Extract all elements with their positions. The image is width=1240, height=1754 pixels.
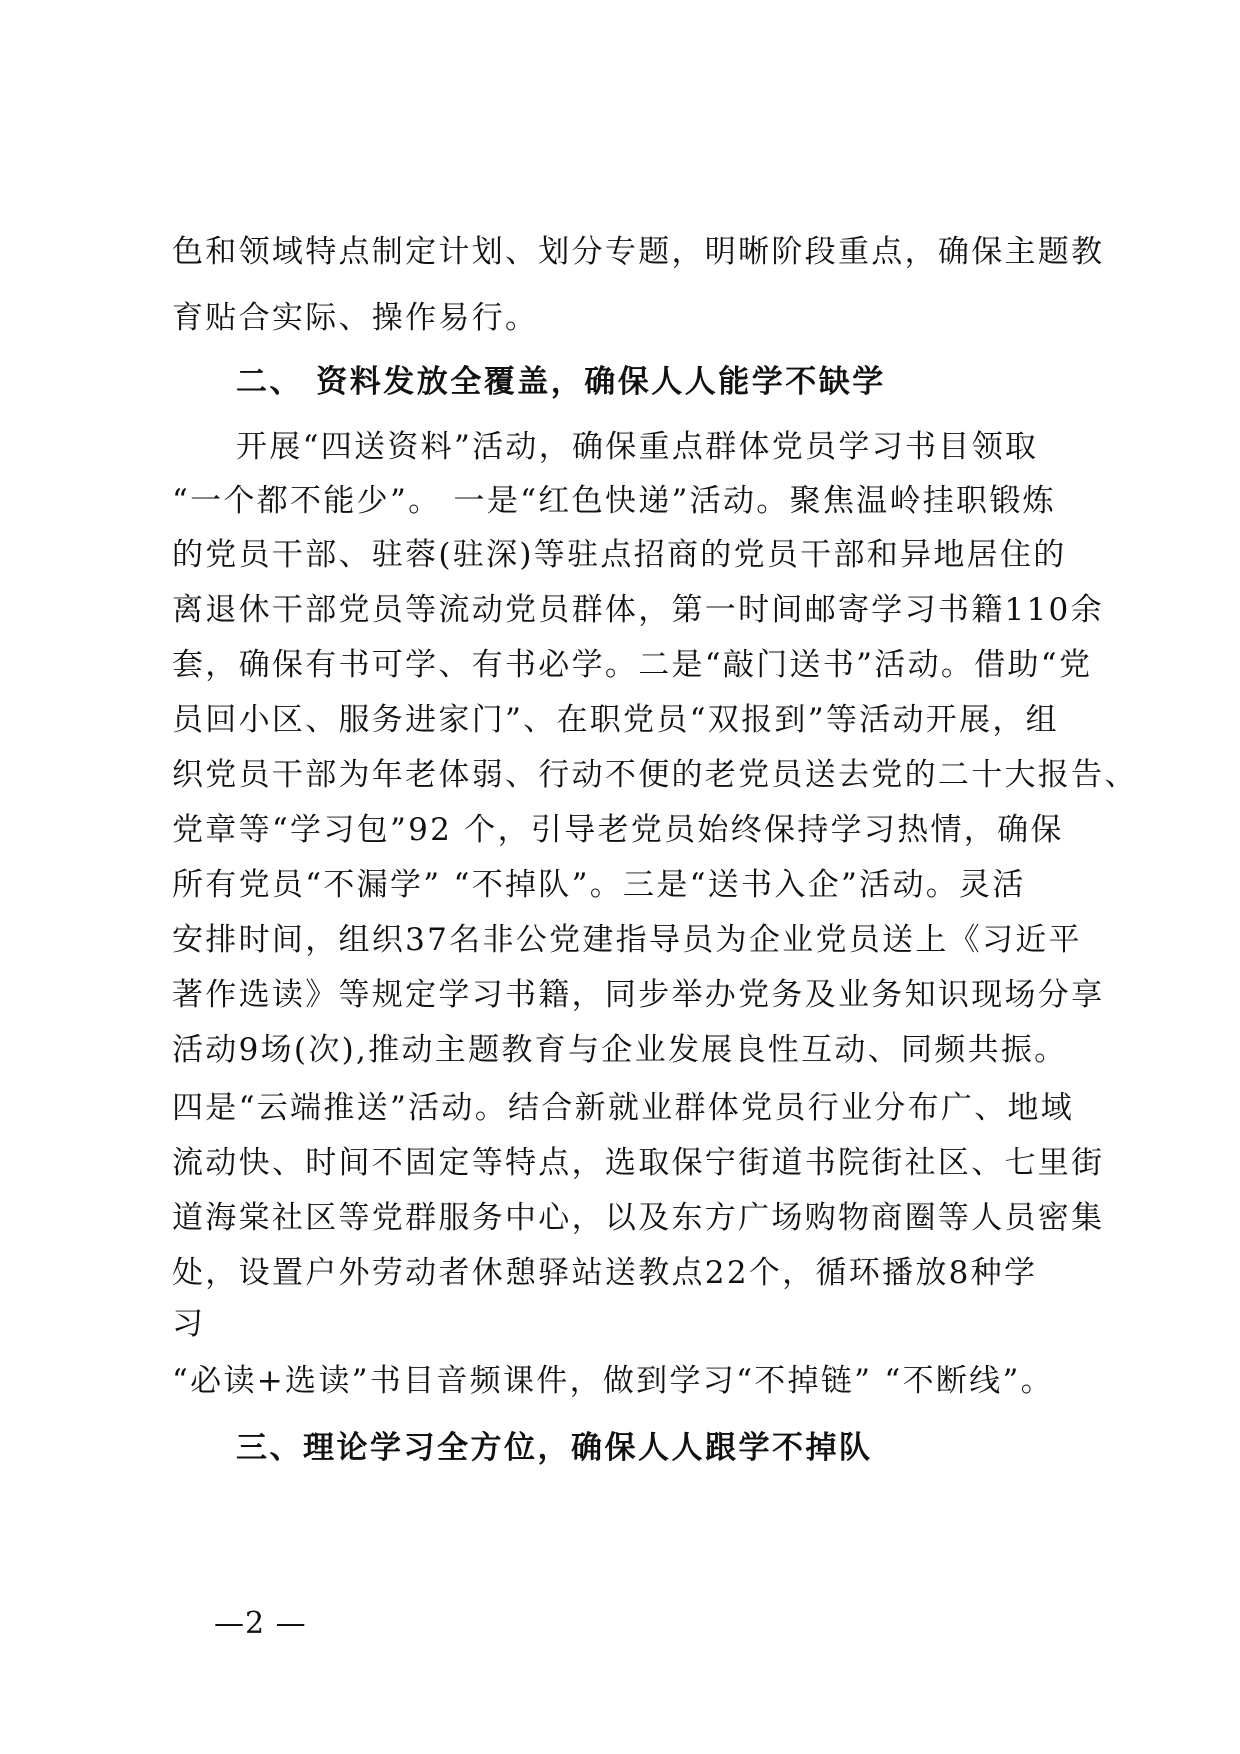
body-text-line: “必读+选读”书目音频课件，做到学习“不掉链” “不断线”。: [172, 1363, 1054, 1399]
body-text-line: “一个都不能少”。 一是“红色快递”活动。聚焦温岭挂职锻炼: [172, 483, 1056, 519]
body-text-line: 织党员干部为年老体弱、行动不便的老党员送去党的二十大报告、: [172, 757, 1138, 793]
body-text-line: 四是“云端推送”活动。结合新就业群体党员行业分布广、地域: [172, 1090, 1075, 1126]
body-text-line: 著作选读》等规定学习书籍，同步举办党务及业务知识现场分享: [172, 977, 1105, 1013]
body-text-line: 活动9场(次),推动主题教育与企业发展良性互动、同频共振。: [172, 1032, 1068, 1068]
page-number: —2 —: [214, 1606, 307, 1641]
body-text-line: 习: [172, 1306, 206, 1342]
body-text-line: 员回小区、服务进家门”、在职党员“双报到”等活动开展，组: [172, 702, 1059, 738]
body-text-line: 党章等“学习包”92 个，引导老党员始终保持学习热情，确保: [172, 812, 1064, 848]
body-text-line: 流动快、时间不固定等特点，选取保宁街道书院街社区、七里街: [172, 1145, 1105, 1181]
body-text-line: 处，设置户外劳动者休憩驿站送教点22个，循环播放8种学: [172, 1255, 1038, 1291]
section-heading: 三、理论学习全方位，确保人人跟学不掉队: [236, 1430, 873, 1466]
paragraph-first-line: 开展“四送资料”活动，确保重点群体党员学习书目领取: [236, 429, 1039, 465]
body-text-line: 安排时间，组织37名非公党建指导员为企业党员送上《习近平: [172, 922, 1082, 958]
body-text-line: 套，确保有书可学、有书必学。二是“敲门送书”活动。借助“党: [172, 647, 1093, 683]
body-text-line: 道海棠社区等党群服务中心，以及东方广场购物商圈等人员密集: [172, 1200, 1105, 1236]
body-text-line: 的党员干部、驻蓉(驻深)等驻点招商的党员干部和异地居住的: [172, 537, 1067, 573]
section-heading: 二、 资料发放全覆盖，确保人人能学不缺学: [236, 364, 886, 400]
body-text-line: 所有党员“不漏学” “不掉队”。三是“送书入企”活动。灵活: [172, 867, 1026, 903]
body-text-line: 离退休干部党员等流动党员群体，第一时间邮寄学习书籍110余: [172, 592, 1104, 628]
body-text-line: 育贴合实际、操作易行。: [172, 300, 539, 336]
body-text-line: 色和领域特点制定计划、划分专题，明晰阶段重点，确保主题教: [172, 234, 1105, 270]
